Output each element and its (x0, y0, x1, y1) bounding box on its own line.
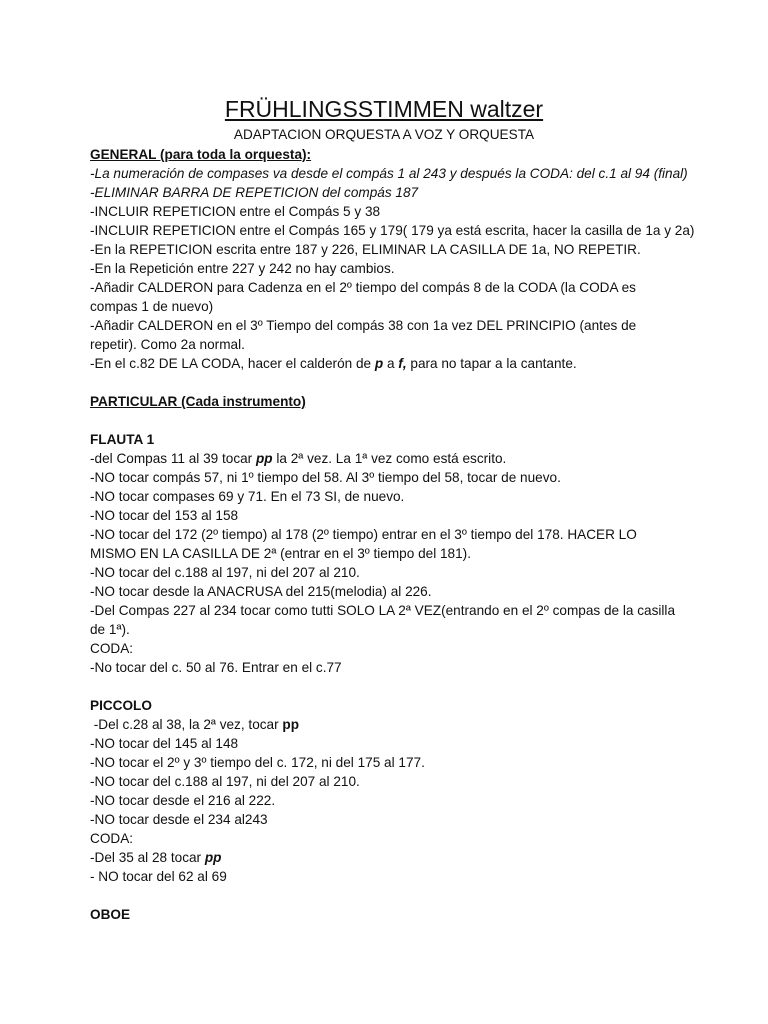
document-subtitle: ADAPTACION ORQUESTA A VOZ Y ORQUESTA (233, 127, 535, 142)
flauta-line: -NO tocar del 153 al 158 (90, 508, 239, 523)
flauta-line: -NO tocar desde la ANACRUSA del 215(melodia) al 226. (90, 584, 432, 599)
dynamic-marking: pp (282, 717, 300, 732)
flauta-line: CODA: (90, 641, 134, 656)
spacer (90, 886, 680, 905)
general-line: -En la Repetición entre 227 y 242 no hay cambios. (90, 261, 395, 276)
flauta-line: -Del Compas 227 al 234 tocar como tutti SOLO LA 2ª VEZ(entrando en el 2º compas de la casilla de 1ª). (90, 603, 676, 637)
text-run: -Del 35 al 28 tocar (90, 850, 205, 865)
dynamic-marking: pp (204, 850, 222, 865)
spacer (90, 373, 680, 392)
flauta-line (90, 449, 680, 468)
piccolo-line: -NO tocar el 2º y 3º tiempo del c. 172, ni del 175 al 177. (90, 755, 425, 770)
text-run: -del Compas 11 al 39 tocar (90, 451, 256, 466)
spacer (90, 411, 680, 430)
flauta-line: -NO tocar del c.188 al 197, ni del 207 al 210. (90, 565, 360, 580)
flauta-line: -No tocar del c. 50 al 76. Entrar en el c.77 (90, 660, 342, 675)
dynamic-marking: f, (398, 356, 407, 371)
piccolo-line (90, 848, 680, 867)
general-heading: GENERAL (para toda la orquesta): (90, 147, 312, 162)
text-run: a (383, 356, 399, 371)
flauta-line: -NO tocar compases 69 y 71. En el 73 SI, de nuevo. (90, 489, 405, 504)
particular-heading: PARTICULAR (Cada instrumento) (90, 394, 306, 409)
spacer (90, 677, 680, 696)
piccolo-line: -NO tocar desde el 234 al243 (90, 812, 268, 827)
general-line-calderon (90, 354, 680, 373)
document-body (90, 145, 695, 924)
general-line: -Añadir CALDERON en el 3º Tiempo del compás 38 con 1a vez DEL PRINCIPIO (antes de repetir). Como 2a normal. (90, 318, 637, 352)
text-run: -Del c.28 al 38, la 2ª vez, tocar (90, 717, 283, 732)
dynamic-marking: pp (255, 451, 273, 466)
dynamic-marking: p (374, 356, 384, 371)
general-line: -INCLUIR REPETICION entre el Compás 5 y 38 (90, 204, 381, 219)
general-line: -INCLUIR REPETICION entre el Compás 165 y 179( 179 ya está escrita, hacer la casilla de 1a y 2a) (90, 223, 695, 238)
piccolo-line: -NO tocar desde el 216 al 222. (90, 793, 276, 808)
piccolo-line: -NO tocar del c.188 al 197, ni del 207 al 210. (90, 774, 360, 789)
general-line: -ELIMINAR BARRA DE REPETICION del compás 187 (90, 185, 419, 200)
flauta-line: -NO tocar compás 57, ni 1º tiempo del 58. Al 3º tiempo del 58, tocar de nuevo. (90, 470, 561, 485)
piccolo-heading: PICCOLO (90, 698, 152, 713)
piccolo-line: CODA: (90, 831, 134, 846)
general-line: -En la REPETICION escrita entre 187 y 226, ELIMINAR LA CASILLA DE 1a, NO REPETIR. (90, 242, 641, 257)
piccolo-line: - NO tocar del 62 al 69 (90, 869, 227, 884)
document-title: FRÜHLINGSSTIMMEN waltzer (224, 96, 544, 122)
text-run: -En el c.82 DE LA CODA, hacer el calderón de (90, 356, 375, 371)
text-run: la 2ª vez. La 1ª vez como está escrito. (272, 451, 507, 466)
general-line: -La numeración de compases va desde el compás 1 al 243 y después la CODA: del c.1 al 94 (final) (90, 166, 688, 181)
oboe-heading: OBOE (90, 907, 131, 922)
piccolo-line: -NO tocar del 145 al 148 (90, 736, 239, 751)
text-run: para no tapar a la cantante. (406, 356, 577, 371)
flauta-line: -NO tocar del 172 (2º tiempo) al 178 (2º tiempo) entrar en el 3º tiempo del 178. HACER LO MISMO EN LA CASILLA DE 2ª (entrar en el 3º tiempo del 181). (90, 527, 637, 561)
general-line: -Añadir CALDERON para Cadenza en el 2º tiempo del compás 8 de la CODA (la CODA es compas 1 de nuevo) (90, 280, 636, 314)
piccolo-line (90, 715, 680, 734)
flauta-heading: FLAUTA 1 (90, 432, 155, 447)
